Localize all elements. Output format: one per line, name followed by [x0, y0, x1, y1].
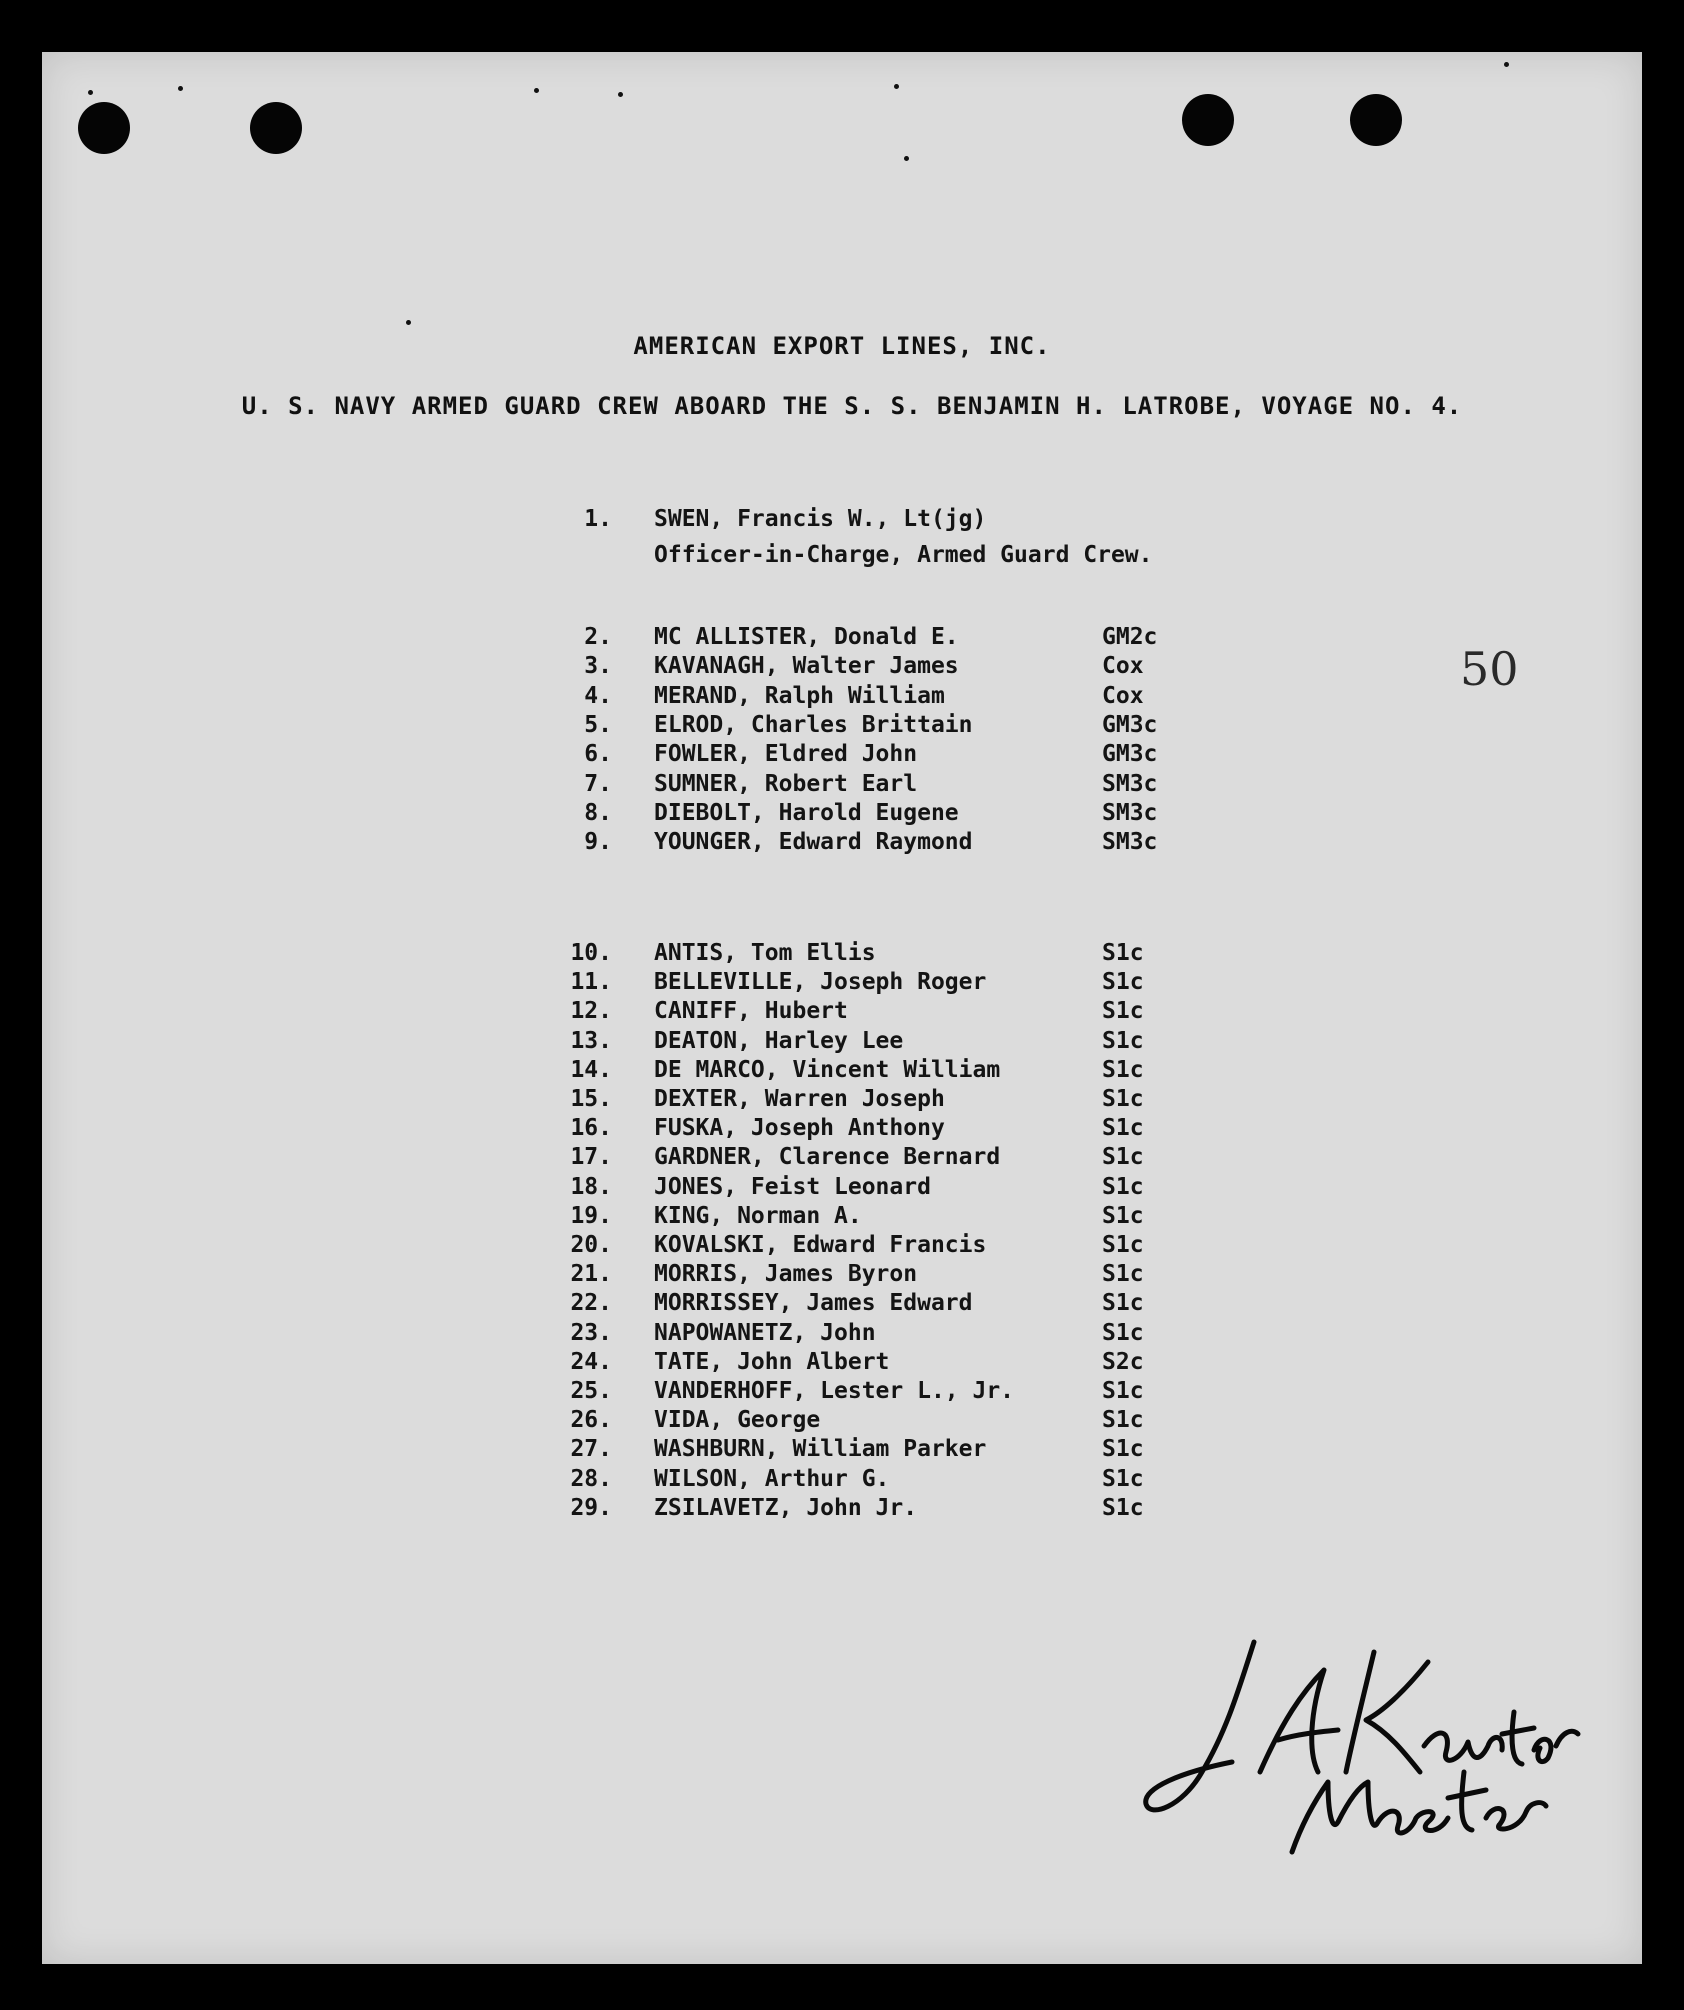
row-number: 27.: [570, 1436, 612, 1463]
row-number: 5.: [584, 711, 612, 738]
speck: [904, 156, 909, 161]
crew-rate: S1c: [1102, 1494, 1144, 1521]
crew-rate: S1c: [1102, 940, 1144, 966]
crew-name: DEXTER, Warren Joseph: [654, 1086, 945, 1112]
signature: [1142, 1622, 1582, 1882]
officer-title: Officer-in-Charge, Armed Guard Crew.: [654, 542, 1153, 568]
crew-rate: S1c: [1102, 1465, 1144, 1492]
crew-name: FOWLER, Eldred John: [654, 741, 918, 768]
row-number: 7.: [584, 770, 612, 797]
crew-rate: SM3c: [1102, 770, 1158, 797]
crew-rate: S1c: [1102, 1173, 1144, 1200]
row-number: 25.: [570, 1378, 612, 1404]
punch-hole-icon: [78, 102, 130, 154]
row-number: 16.: [570, 1115, 612, 1142]
speck: [88, 90, 93, 95]
punch-hole-icon: [1350, 94, 1402, 146]
row-number: 3.: [584, 653, 612, 680]
crew-rate: S1c: [1102, 1144, 1144, 1171]
crew-rate: GM3c: [1102, 711, 1158, 738]
crew-name: KING, Norman A.: [654, 1202, 862, 1229]
crew-name: VIDA, George: [654, 1407, 821, 1434]
crew-name: ANTIS, Tom Ellis: [654, 940, 876, 966]
crew-rate: S1c: [1102, 1086, 1144, 1112]
crew-rate: S1c: [1102, 998, 1144, 1025]
row-number: 6.: [584, 741, 612, 768]
row-number: 17.: [570, 1144, 612, 1171]
row-number: 26.: [570, 1407, 612, 1434]
crew-name: ZSILAVETZ, John Jr.: [654, 1494, 918, 1521]
row-number: 23.: [570, 1319, 612, 1346]
crew-rate: S1c: [1102, 1115, 1144, 1142]
row-number: 2.: [584, 624, 612, 650]
crew-name: VANDERHOFF, Lester L., Jr.: [654, 1378, 1015, 1404]
speck: [1504, 62, 1509, 67]
document-page: [42, 52, 1642, 1964]
row-number: 18.: [570, 1173, 612, 1200]
crew-name: ELROD, Charles Brittain: [654, 711, 973, 738]
crew-name: YOUNGER, Edward Raymond: [654, 829, 973, 856]
crew-name: WILSON, Arthur G.: [654, 1465, 890, 1492]
row-number: 1.: [584, 506, 612, 532]
document-subtitle: U. S. NAVY ARMED GUARD CREW ABOARD THE S. S. BENJAMIN H. LATROBE, VOYAGE NO. 4.: [241, 392, 1463, 420]
crew-name: GARDNER, Clarence Bernard: [654, 1144, 1001, 1171]
crew-name: CANIFF, Hubert: [654, 998, 848, 1025]
crew-rate: GM2c: [1102, 624, 1158, 650]
crew-rate: S1c: [1102, 1232, 1144, 1258]
crew-name: DIEBOLT, Harold Eugene: [654, 799, 959, 826]
crew-rate: S1c: [1102, 1056, 1144, 1083]
crew-name: NAPOWANETZ, John: [654, 1319, 876, 1346]
crew-rate: GM3c: [1102, 741, 1158, 768]
crew-name: WASHBURN, William Parker: [654, 1436, 987, 1463]
row-number: 10.: [570, 940, 612, 966]
speck: [894, 84, 899, 89]
crew-name: MERAND, Ralph William: [654, 682, 945, 709]
punch-hole-icon: [1182, 94, 1234, 146]
crew-name: FUSKA, Joseph Anthony: [654, 1115, 945, 1142]
row-number: 12.: [570, 998, 612, 1025]
crew-name: JONES, Feist Leonard: [654, 1173, 931, 1200]
crew-rate: S1c: [1102, 1319, 1144, 1346]
crew-rate: S1c: [1102, 1378, 1144, 1404]
crew-name: SWEN, Francis W., Lt(jg): [654, 506, 987, 532]
crew-rate: SM3c: [1102, 829, 1158, 856]
crew-name: MORRISSEY, James Edward: [654, 1290, 973, 1317]
crew-name: TATE, John Albert: [654, 1348, 890, 1375]
crew-name: KOVALSKI, Edward Francis: [654, 1232, 987, 1258]
crew-rate: S1c: [1102, 1407, 1144, 1434]
speck: [178, 86, 183, 91]
speck: [534, 88, 539, 93]
crew-name: SUMNER, Robert Earl: [654, 770, 918, 797]
crew-name: BELLEVILLE, Joseph Roger: [654, 969, 987, 996]
page-number: 50: [1460, 642, 1519, 696]
row-number: 29.: [570, 1494, 612, 1521]
crew-rate: Cox: [1102, 682, 1144, 709]
speck: [406, 320, 411, 325]
row-number: 4.: [584, 682, 612, 709]
crew-name: KAVANAGH, Walter James: [654, 653, 959, 680]
row-number: 8.: [584, 799, 612, 826]
row-number: 22.: [570, 1290, 612, 1317]
row-number: 11.: [570, 969, 612, 996]
punch-hole-icon: [250, 102, 302, 154]
crew-rate: Cox: [1102, 653, 1144, 680]
speck: [618, 92, 623, 97]
crew-rate: S1c: [1102, 1027, 1144, 1054]
row-number: 14.: [570, 1056, 612, 1083]
crew-rate: S1c: [1102, 1290, 1144, 1317]
crew-name: MORRIS, James Byron: [654, 1261, 918, 1288]
row-number: 19.: [570, 1202, 612, 1229]
row-number: 9.: [584, 829, 612, 856]
crew-rate: S1c: [1102, 1436, 1144, 1463]
crew-rate: S1c: [1102, 969, 1144, 996]
crew-rate: S2c: [1102, 1348, 1144, 1375]
crew-rate: S1c: [1102, 1202, 1144, 1229]
row-number: 13.: [570, 1027, 612, 1054]
row-number: 28.: [570, 1465, 612, 1492]
crew-rate: SM3c: [1102, 799, 1158, 826]
row-number: 20.: [570, 1232, 612, 1258]
company-heading: AMERICAN EXPORT LINES, INC.: [633, 332, 1051, 360]
crew-rate: S1c: [1102, 1261, 1144, 1288]
crew-name: DE MARCO, Vincent William: [654, 1056, 1001, 1083]
crew-name: MC ALLISTER, Donald E.: [654, 624, 959, 650]
row-number: 15.: [570, 1086, 612, 1112]
crew-name: DEATON, Harley Lee: [654, 1027, 904, 1054]
row-number: 21.: [570, 1261, 612, 1288]
row-number: 24.: [570, 1348, 612, 1375]
